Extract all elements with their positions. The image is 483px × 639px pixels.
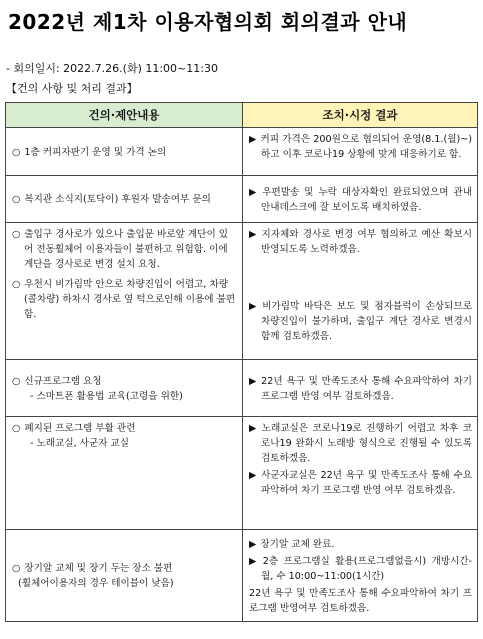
action-cell <box>243 128 478 176</box>
action-cell <box>243 360 478 417</box>
meeting-date: - 회의일시: 2022.7.26.(화) 11:00~11:30 <box>6 62 218 75</box>
proposal-subtext: - 노래교실, 사군자 교실 <box>30 438 130 449</box>
proposal-cell <box>6 417 243 530</box>
action-cell <box>243 176 478 223</box>
results-table <box>5 102 478 622</box>
table-row <box>6 223 478 360</box>
proposal-cell <box>6 360 243 417</box>
proposal-text: 장기알 교체 및 장기 두는 장소 불편 <box>24 563 173 574</box>
circle-bullet-icon: ○ <box>12 423 21 434</box>
table-row <box>6 360 478 417</box>
proposal-item <box>12 227 237 272</box>
action-item <box>249 374 472 404</box>
action-text: 지자체와 경사로 변경 여부 협의하고 예산 확보시 반영되도록 노력하겠음. <box>261 229 472 255</box>
action-text: 22년 욕구 및 만족도조사 통해 수요파악하여 차기 프로그램 반영여부 검토하겠음. <box>249 587 472 614</box>
action-text: 2층 프로그램실 활용(프로그램없을시) 개방시간- 월, 수 10:00~11:00(1시간) <box>261 555 472 582</box>
table-row <box>6 417 478 530</box>
proposal-cell <box>6 530 243 622</box>
action-item <box>249 537 472 552</box>
proposal-text: 출입구 경사로가 있으나 출입문 바로앞 계단이 있어 전동휠체어 이용자들이 불편하고 위험함. 이에 계단을 경사로로 변경 설치 요청. <box>24 229 229 270</box>
proposal-item <box>12 277 237 322</box>
action-column-header: 조치·시정 결과 <box>243 103 478 128</box>
document-title: 2022년 제1차 이용자협의회 회의결과 안내 <box>8 10 408 34</box>
circle-bullet-icon: ○ <box>12 279 21 290</box>
proposal-text: 신규프로그램 요청 <box>24 375 102 387</box>
triangle-bullet-icon: ▶ <box>249 229 258 240</box>
proposal-item <box>12 561 237 576</box>
action-cell <box>243 223 478 360</box>
proposal-cell <box>6 176 243 223</box>
proposal-item <box>12 192 237 207</box>
table-row <box>6 128 478 176</box>
circle-bullet-icon: ○ <box>12 563 21 574</box>
circle-bullet-icon: ○ <box>12 146 21 158</box>
section-heading: 【건의 사항 및 처리 결과】 <box>6 82 138 95</box>
triangle-bullet-icon: ▶ <box>249 186 259 198</box>
action-text: 장기알 교체 완료. <box>260 538 335 550</box>
table-header-row <box>6 103 478 128</box>
circle-bullet-icon: ○ <box>12 194 21 205</box>
action-text: 노래교실은 코로나19로 진행하기 어렵고 차후 코로나19 완화시 노래방 형식으로 진행될 수 있도록 검토하겠음. <box>261 423 472 464</box>
proposal-cell <box>6 223 243 360</box>
action-item <box>249 185 472 215</box>
triangle-bullet-icon: ▶ <box>249 423 258 434</box>
action-cell <box>243 417 478 530</box>
table-row <box>6 530 478 622</box>
action-text: 커피 가격은 200원으로 협의되어 운영(8.1.(월)~)하고 이후 코로나19 상황에 맞게 대응하기로 함. <box>260 134 472 160</box>
triangle-bullet-icon: ▶ <box>249 555 259 567</box>
action-item <box>249 586 472 616</box>
action-item <box>249 554 472 584</box>
proposal-item <box>12 421 237 436</box>
action-item <box>249 421 472 466</box>
table-row <box>6 176 478 223</box>
proposal-subtext: (휠체어이용자의 경우 테이블이 낮음) <box>18 578 174 589</box>
action-text: 22년 욕구 및 만족도조사 통해 수요파악하여 차기 프로그램 반영 여부 검토하겠음. <box>261 375 472 402</box>
proposal-text: 우천시 비가림막 안으로 차량진입이 어렵고, 차량(콜차량) 하차시 경사로 옆 턱으로인해 이용에 불편함. <box>24 279 236 320</box>
action-item <box>249 227 472 257</box>
proposal-item <box>12 145 237 160</box>
proposal-text: 복지관 소식지(토닥이) 후원자 발송여부 문의 <box>24 194 211 205</box>
action-cell <box>243 530 478 622</box>
triangle-bullet-icon: ▶ <box>249 134 257 145</box>
proposal-cell <box>6 128 243 176</box>
action-item <box>249 468 472 498</box>
action-text: 우편발송 및 누락 대상자확인 완료되었으며 관내 안내데스크에 잘 보이도록 배치하였음. <box>261 186 472 213</box>
action-text: 비가림막 바닥은 보도 및 점자블럭이 손상되므로 차량진입이 불가하며, 출입구 계단 경사로 변경시 함께 검토하겠음. <box>261 301 472 342</box>
proposal-subtext: - 스마트폰 활용법 교육(고령을 위한) <box>30 390 183 402</box>
action-text: 사군자교실은 22년 욕구 및 만족도조사 통해 수요파악하여 차기 프로그램 반영 여부 검토하겠음. <box>261 470 472 496</box>
proposal-item <box>12 374 237 389</box>
proposal-column-header: 건의·제안내용 <box>6 103 243 128</box>
action-item <box>249 299 472 344</box>
triangle-bullet-icon: ▶ <box>249 538 257 550</box>
proposal-text: 1층 커피자판기 운영 및 가격 논의 <box>24 146 167 158</box>
triangle-bullet-icon: ▶ <box>249 470 258 481</box>
circle-bullet-icon: ○ <box>12 375 21 387</box>
circle-bullet-icon: ○ <box>12 229 21 240</box>
triangle-bullet-icon: ▶ <box>249 301 259 312</box>
triangle-bullet-icon: ▶ <box>249 375 258 387</box>
action-item <box>249 132 472 162</box>
proposal-text: 폐지된 프로그램 부활 관련 <box>24 423 136 434</box>
